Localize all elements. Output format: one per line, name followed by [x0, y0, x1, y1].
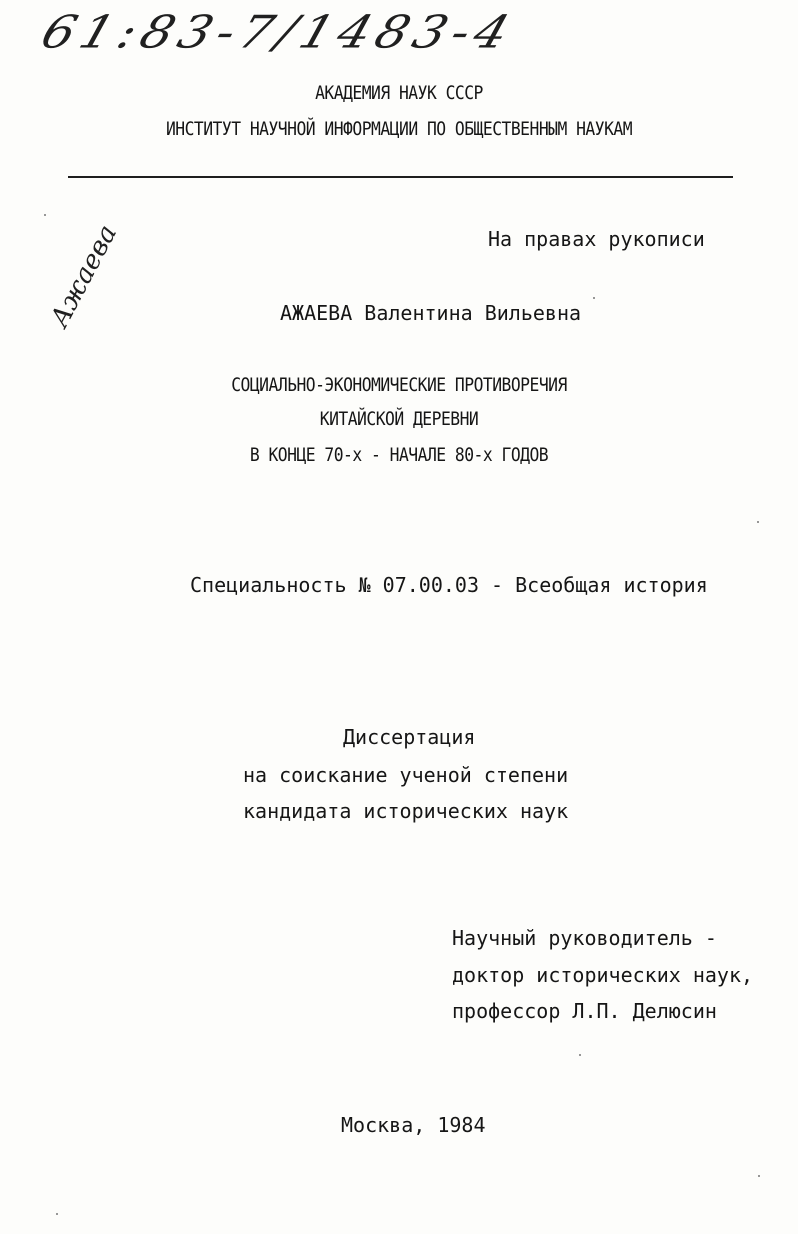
degree-line-2: кандидата исторических наук: [243, 799, 569, 823]
title-line-1: СОЦИАЛЬНО-ЭКОНОМИЧЕСКИЕ ПРОТИВОРЕЧИЯ: [231, 374, 567, 396]
scan-speck: [593, 297, 595, 299]
place-and-year: Москва, 1984: [341, 1113, 486, 1137]
scan-speck: [44, 214, 46, 216]
title-line-2: КИТАЙСКОЙ ДЕРЕВНИ: [319, 408, 479, 430]
specialty: Специальность № 07.00.03 - Всеобщая история: [190, 573, 708, 597]
handwritten-surname-note: Ажаева: [44, 220, 124, 333]
handwritten-archive-number: 61:83-7/1483-4: [35, 6, 522, 59]
title-line-3: В КОНЦЕ 70-х - НАЧАЛЕ 80-х ГОДОВ: [249, 444, 549, 466]
scan-speck: [757, 521, 759, 523]
dissertation-label: Диссертация: [343, 725, 476, 749]
header-divider: [68, 176, 733, 178]
degree-line-1: на соискание ученой степени: [243, 763, 569, 787]
author-name: АЖАЕВА Валентина Вильевна: [280, 301, 582, 325]
supervisor-name: профессор Л.П. Делюсин: [452, 999, 717, 1023]
scan-speck: [579, 1054, 581, 1056]
manuscript-note: На правах рукописи: [488, 227, 705, 251]
institute-name: ИНСТИТУТ НАУЧНОЙ ИНФОРМАЦИИ ПО ОБЩЕСТВЕННЫМ НАУКАМ: [165, 118, 633, 140]
supervisor-degree: доктор исторических наук,: [452, 963, 754, 987]
supervisor-label: Научный руководитель -: [452, 926, 717, 950]
academy-name: АКАДЕМИЯ НАУК СССР: [315, 82, 483, 104]
scan-speck: [56, 1213, 58, 1215]
scan-speck: [758, 1175, 760, 1177]
